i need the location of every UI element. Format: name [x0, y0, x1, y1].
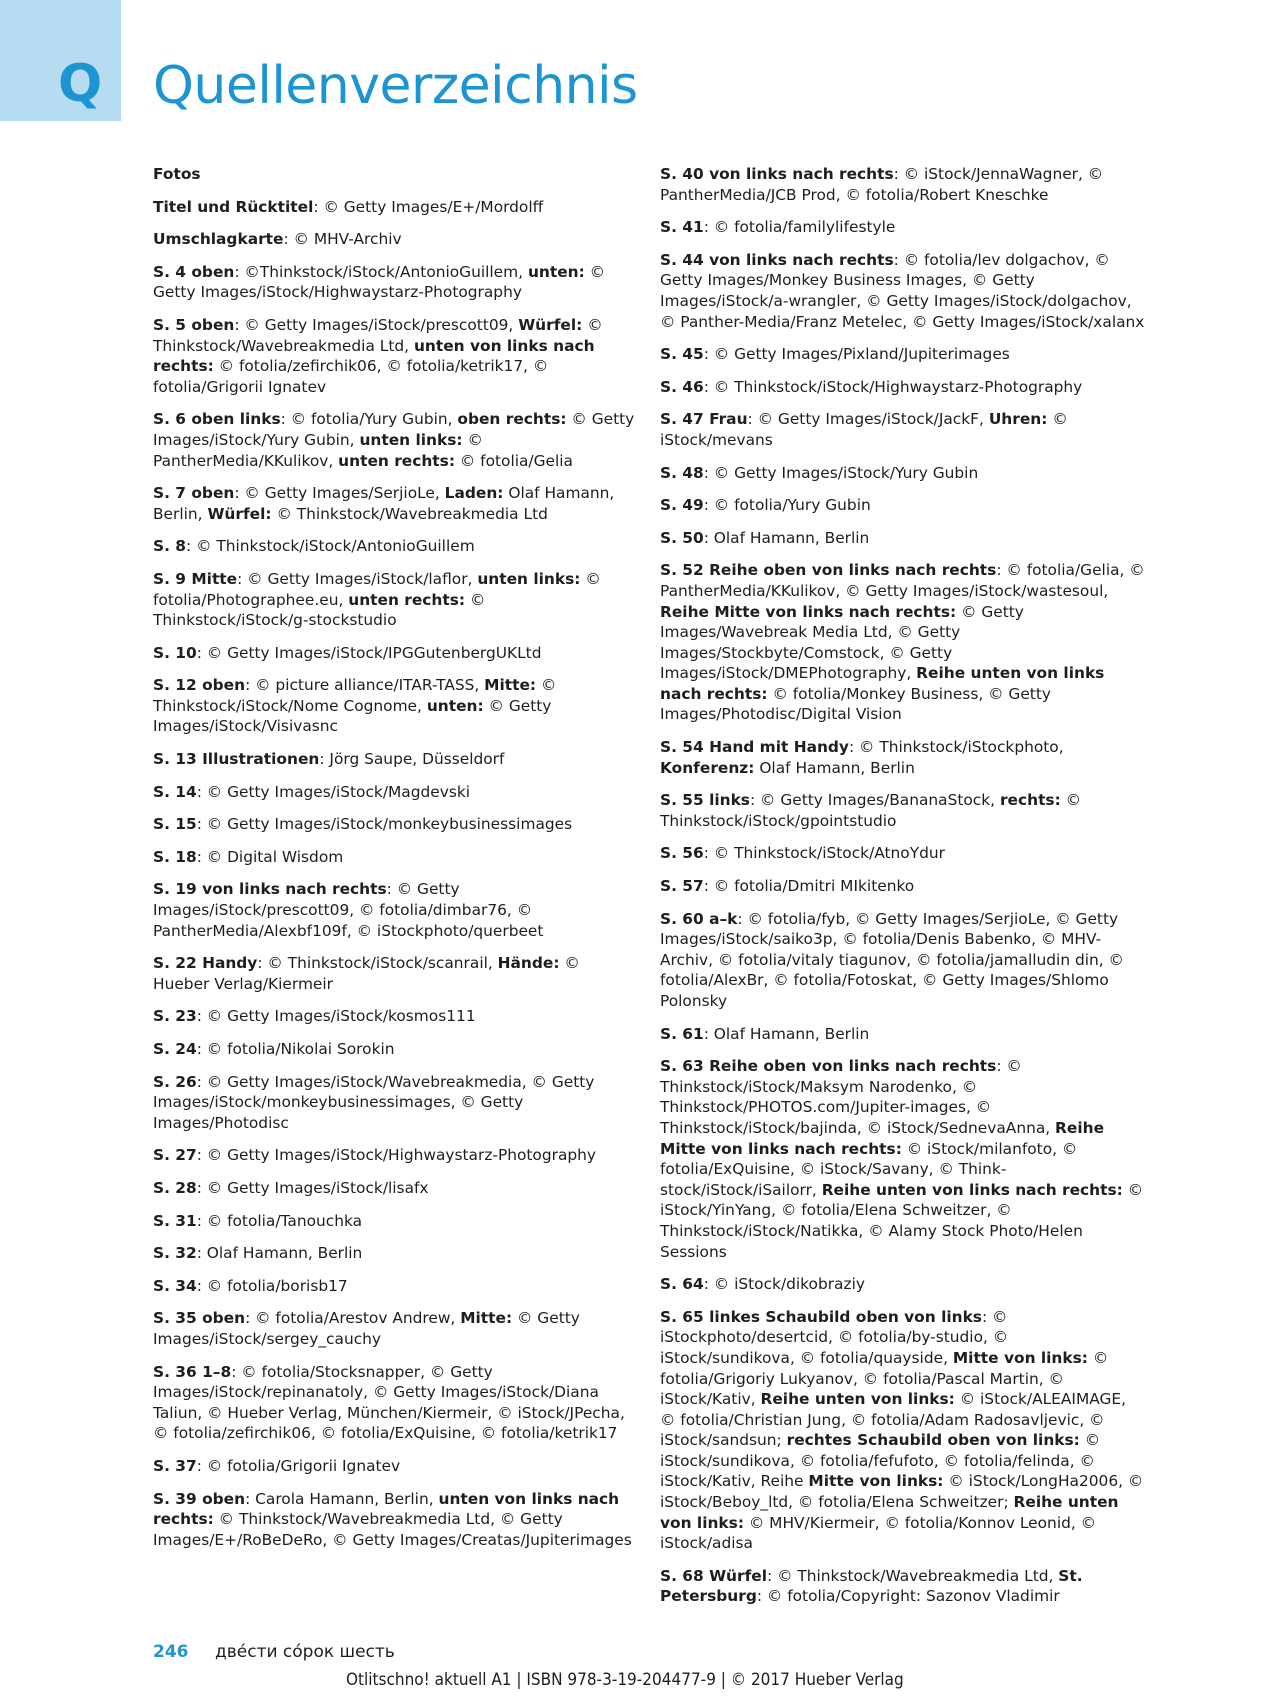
credit-text: : © Thinkstock/iStock/Highwaystarz-Photography [703, 377, 1083, 396]
credit-entry [153, 749, 635, 770]
credit-entry [660, 250, 1146, 332]
credit-label: Mitte: [460, 1309, 513, 1328]
credit-entry [153, 1211, 635, 1232]
credit-text: © Thinkstock/Wavebreakmedia Ltd [271, 504, 548, 523]
credit-label: Umschlagkarte [153, 230, 284, 249]
credit-text: : © Getty Images/iStock/prescott09, [234, 315, 519, 334]
credit-text: © Getty Images/iStock/Visivasnc [153, 696, 552, 736]
credit-text: : © Thinkstock/iStock/AntonioGuillem [186, 537, 475, 556]
credit-label: S. 61 [660, 1024, 704, 1043]
credit-entry [153, 1178, 635, 1199]
credit-entry [660, 1307, 1146, 1554]
credit-label: S. 5 oben [153, 315, 235, 334]
credit-label: S. 22 Handy [153, 954, 258, 973]
credit-entry [153, 229, 635, 250]
credit-text: : © Thinkstock/iStock/Maksym Narodenko, © Thinkstock/PHOTOS.com/Jupiter-images, © Thinkstock/iStock/bajinda, © iStock/SednevaAnna, [660, 1057, 1056, 1137]
credit-entry [153, 847, 635, 868]
credit-text: © iStock/mevans [660, 410, 1068, 449]
credit-label: S. 65 linkes Schaubild oben von links [660, 1307, 982, 1326]
credit-text: © iStock/ALEAIMAGE, © fotolia/Christian Jung, © fotolia/Adam Radosavljevic, © iStock/sandsun; [660, 1390, 1127, 1450]
credit-label: S. 14 [153, 782, 197, 801]
credit-label: Titel und Rücktitel [153, 197, 314, 216]
credit-text: © Thinkstock/iStock/g-stockstudio [153, 590, 486, 630]
credit-text: © Getty Images/iStock/Yury Gubin, [153, 410, 635, 449]
credit-text: : © Getty Images/iStock/laflor, [237, 569, 478, 588]
credit-entry [660, 217, 1146, 238]
credit-text: : © fotolia/fyb, © Getty Images/SerjioLe, © Getty Images/iStock/saiko3p, © fotolia/Denis Babenko, © MHV-Archiv, © fotolia/vitaly tiagunov, © fotolia/jamalludin din, © fotolia/AlexBr, © fotolia/Fotoskat, © Getty Images/Shlomo Polonsky [660, 909, 1124, 1010]
credit-label: S. 49 [660, 496, 704, 515]
credit-entry [153, 1072, 635, 1134]
credit-text: : © Getty Images/iStock/prescott09, © fotolia/dimbar76, © PantherMedia/Alexbf109f, © iStockphoto/querbeet [153, 880, 544, 940]
credit-entry [660, 377, 1146, 398]
credit-text: : © fotolia/Nikolai Sorokin [196, 1040, 395, 1058]
credit-entry [153, 879, 635, 941]
credit-label: S. 26 [153, 1072, 197, 1091]
credit-label: S. 18 [153, 847, 197, 866]
credit-label: Reihe Mitte von links nach rechts: [660, 602, 957, 621]
credit-entry [153, 1006, 635, 1027]
left-entry-list [153, 197, 635, 1551]
credit-text: : © fotolia/Gelia, © PantherMedia/KKulikov, © Getty Images/iStock/wastesoul, [660, 561, 1145, 600]
credit-label: oben rechts: [457, 410, 567, 429]
credit-text: : © picture alliance/ITAR-TASS, [245, 676, 485, 695]
credit-entry [153, 643, 635, 664]
credit-label: S. 6 oben links [153, 410, 281, 429]
credit-text: : Olaf Hamann, Berlin [703, 1024, 870, 1043]
credit-text: © Getty Images/Wavebreak Media Ltd, © Getty Images/Stockbyte/Comstock, © Getty Images/iStock/DMEPhotography, [660, 602, 1024, 683]
credit-label: Mitte von links: [952, 1348, 1088, 1367]
credit-entry [153, 569, 635, 631]
credit-text: : © fotolia/Copyright: Sazonov Vladimir [756, 1587, 1060, 1606]
credit-label: Reihe unten von links nach rechts: [821, 1180, 1123, 1199]
credit-entry [660, 495, 1146, 516]
section-heading: Fotos [153, 165, 201, 183]
credit-label: S. 44 von links nach rechts [660, 250, 894, 269]
credit-label: S. 45 [660, 345, 704, 364]
credit-entry [660, 843, 1146, 864]
credit-text: © iStock/milanfoto, © fotolia/ExQuisine, © iStock/Savany, © Think-stock/iStock/iSailorr, [660, 1139, 1078, 1199]
credit-label: unten von links nach rechts: [153, 336, 595, 376]
credit-text: © Thinkstock/Wavebreakmedia Ltd, [153, 315, 603, 355]
credit-label: S. 55 links [660, 791, 750, 810]
credit-text: © iStock/sundikova, © fotolia/fefufoto, © fotolia/felinda, © iStock/Kativ, Reihe [660, 1431, 1101, 1491]
credit-text: © fotolia/Gelia [454, 451, 573, 470]
credit-text: Olaf Hamann, Berlin, [153, 484, 615, 523]
credit-entry [660, 737, 1146, 778]
credit-entry [660, 876, 1146, 897]
credit-entry [660, 1056, 1146, 1262]
credit-text: © Thinkstock/iStock/Nome Cognome, [153, 676, 557, 715]
credit-label: Konferenz: [660, 758, 755, 777]
left-column [153, 164, 635, 1562]
credit-label: S. 28 [153, 1178, 197, 1197]
credit-label: S. 40 von links nach rechts [660, 165, 894, 183]
right-entry-list [660, 164, 1146, 1607]
credit-entry [153, 675, 635, 737]
page-number-words: две́сти со́рок шесть [215, 1642, 395, 1662]
credit-entry [660, 1024, 1146, 1045]
credit-text: : Jörg Saupe, Düsseldorf [319, 750, 505, 769]
credit-label: S. 47 Frau [660, 410, 748, 429]
credit-text: : ©Thinkstock/iStock/AntonioGuillem, [234, 262, 528, 281]
credit-text: : © fotolia/borisb17 [196, 1276, 348, 1295]
right-column [660, 164, 1146, 1619]
credit-entry [153, 262, 635, 303]
credit-text: : © fotolia/Yury Gubin, [280, 410, 458, 429]
credit-text: : © Thinkstock/Wavebreakmedia Ltd, [767, 1566, 1059, 1585]
credit-label: S. 50 [660, 528, 704, 547]
credit-label: unten von links nach rechts: [153, 1489, 620, 1529]
credit-label: Reihe Mitte von links nach rechts: [660, 1118, 1105, 1158]
credit-entry [153, 1308, 635, 1349]
credit-text: © MHV/Kiermeir, © fotolia/Konnov Leonid, © iStock/adisa [660, 1513, 1097, 1553]
page-title: Quellenverzeichnis [153, 56, 638, 116]
credit-entry [660, 344, 1146, 365]
credit-entry [153, 483, 635, 524]
credit-label: St. Petersburg [660, 1566, 1083, 1606]
credit-text: : © Getty Images/SerjioLe, [234, 484, 445, 503]
credit-label: Mitte von links: [808, 1472, 944, 1491]
credit-text: © fotolia/Monkey Business, © Getty Images/Photodisc/Digital Vision [660, 684, 1051, 724]
credit-label: unten links: [359, 430, 463, 449]
credit-text: : Olaf Hamann, Berlin [196, 1244, 363, 1263]
credit-text: : © fotolia/Grigorii Ignatev [196, 1456, 401, 1475]
credit-entry [153, 1456, 635, 1477]
credit-label: Reihe unten von links nach rechts: [660, 664, 1105, 703]
credit-label: unten rechts: [338, 451, 455, 470]
credit-entry [153, 315, 635, 397]
credit-entry [660, 1274, 1146, 1295]
credit-label: Reihe unten von links: [760, 1390, 955, 1409]
credit-entry [153, 1039, 635, 1060]
credit-text: : © fotolia/Dmitri MIkitenko [703, 877, 915, 896]
credit-text: : Olaf Hamann, Berlin [703, 528, 870, 547]
credit-label: rechts: [999, 791, 1061, 810]
credit-text: © iStock/YinYang, © fotolia/Elena Schweitzer, © Thinkstock/iStock/Natikka, © Alamy Stock Photo/Helen Sessions [660, 1180, 1144, 1261]
credit-text: : © iStock/JennaWagner, © PantherMedia/JCB Prod, © fotolia/Robert Kneschke [660, 165, 1104, 204]
credit-text: : © fotolia/Yury Gubin [703, 496, 871, 515]
credit-label: S. 35 oben [153, 1309, 246, 1328]
credit-label: Reihe unten von links: [660, 1493, 1119, 1532]
credit-entry [153, 782, 635, 803]
page-number: 246 [153, 1642, 189, 1662]
credit-label: Uhren: [988, 410, 1048, 429]
credit-text: : © Getty Images/iStock/lisafx [196, 1178, 429, 1197]
imprint: Otlitschno! aktuell A1 | ISBN 978-3-19-204477-9 | © 2017 Hueber Verlag [346, 1670, 904, 1690]
credit-text: : © Getty Images/iStock/monkeybusinessimages [196, 815, 573, 834]
credit-label: Würfel: [207, 504, 272, 523]
credit-entry [153, 1362, 635, 1444]
credit-label: S. 37 [153, 1456, 197, 1475]
credit-label: S. 8 [153, 537, 186, 556]
credit-entry [660, 164, 1146, 205]
credit-label: S. 7 oben [153, 484, 235, 503]
credit-label: S. 63 Reihe oben von links nach rechts [660, 1057, 997, 1076]
credit-text: © Thinkstock/iStock/gpointstudio [660, 791, 1082, 830]
credit-label: S. 23 [153, 1007, 197, 1026]
credit-entry [153, 1489, 635, 1551]
credit-text: : © Getty Images/iStock/Wavebreakmedia, © Getty Images/iStock/monkeybusinessimages, © Getty Images/Photodisc [153, 1072, 595, 1132]
credit-label: Hände: [497, 954, 560, 973]
credit-label: unten: [426, 696, 484, 715]
credit-text: : © Getty Images/iStock/IPGGutenbergUKLtd [196, 643, 542, 662]
credit-label: S. 36 1–8 [153, 1362, 232, 1381]
credit-text: © Getty Images/iStock/sergey_cauchy [153, 1309, 580, 1348]
credit-entry [660, 560, 1146, 725]
credit-text: : © iStockphoto/desertcid, © fotolia/by-studio, © iStock/sundikova, © fotolia/quayside, [660, 1307, 1009, 1367]
credit-entry [153, 1145, 635, 1166]
credit-label: unten links: [477, 569, 581, 588]
credit-text: : © Thinkstock/iStockphoto, [848, 738, 1064, 757]
credit-text: : © Getty Images/E+/Mordolff [313, 197, 544, 216]
credit-text: : © fotolia/Arestov Andrew, [245, 1309, 461, 1328]
credit-entry [153, 536, 635, 557]
credit-entry [153, 1243, 635, 1264]
credit-text: : © Getty Images/iStock/Yury Gubin [703, 463, 979, 482]
credit-label: S. 19 von links nach rechts [153, 880, 387, 899]
credit-label: Mitte: [484, 676, 537, 695]
credit-text: : © Getty Images/BananaStock, [749, 791, 1000, 810]
chapter-letter: Q [58, 54, 103, 114]
credit-label: S. 54 Hand mit Handy [660, 738, 849, 757]
credit-label: S. 48 [660, 463, 704, 482]
credit-label: S. 68 Würfel [660, 1566, 767, 1585]
credit-label: S. 10 [153, 643, 197, 662]
credit-text: © fotolia/Grigoriy Lukyanov, © fotolia/Pascal Martin, © iStock/Kativ, [660, 1348, 1109, 1409]
credit-text: © Hueber Verlag/Kiermeir [153, 954, 580, 993]
credit-text: : © Getty Images/iStock/Highwaystarz-Photography [196, 1146, 597, 1165]
credit-text: : © Getty Images/iStock/JackF, [747, 410, 989, 429]
credit-text: © iStock/LongHa2006, © iStock/Beboy_ltd, © fotolia/Elena Schweitzer; [660, 1472, 1144, 1512]
credit-text: : © iStock/dikobraziy [703, 1275, 865, 1294]
credit-entry [153, 953, 635, 994]
credit-text: : © Digital Wisdom [196, 847, 344, 866]
credit-label: S. 52 Reihe oben von links nach rechts [660, 561, 997, 580]
credit-entry [153, 814, 635, 835]
credit-label: S. 64 [660, 1275, 704, 1294]
credit-label: S. 57 [660, 877, 704, 896]
credit-label: S. 4 oben [153, 262, 235, 281]
credit-text: : © fotolia/familylifestyle [703, 218, 896, 237]
credit-label: S. 46 [660, 377, 704, 396]
credit-label: S. 60 a–k [660, 909, 738, 928]
credit-label: S. 32 [153, 1244, 197, 1263]
credit-entry [660, 463, 1146, 484]
credit-text: : © fotolia/Tanouchka [196, 1211, 363, 1230]
credit-label: S. 15 [153, 815, 197, 834]
credit-label: Würfel: [518, 315, 583, 334]
credit-text: : © fotolia/lev dolgachov, © Getty Images/Monkey Business Images, © Getty Images/iStock/a-wrangler, © Getty Images/iStock/dolgachov, © Panther-Media/Franz Metelec, © Getty Images/iStock/xalanx [660, 250, 1145, 331]
credit-text: : © Getty Images/Pixland/Jupiterimages [703, 345, 1010, 364]
credit-entry [153, 197, 635, 218]
credit-text: : © Thinkstock/iStock/scanrail, [257, 954, 498, 973]
credit-text: © fotolia/zefirchik06, © fotolia/ketrik17, © fotolia/Grigorii Ignatev [153, 357, 549, 396]
credit-label: S. 24 [153, 1040, 197, 1058]
credit-label: Laden: [444, 484, 504, 503]
credit-label: S. 39 oben [153, 1489, 246, 1508]
credit-label: S. 34 [153, 1276, 197, 1295]
credit-text: © Thinkstock/Wavebreakmedia Ltd, © Getty Images/E+/RoBeDeRo, © Getty Images/Creatas/Jupiterimages [153, 1510, 632, 1549]
credit-label: S. 56 [660, 844, 704, 863]
credit-label: S. 27 [153, 1146, 197, 1165]
credit-text: © fotolia/Photographee.eu, [153, 569, 601, 609]
credit-label: unten rechts: [348, 590, 466, 609]
credit-text: Olaf Hamann, Berlin [754, 758, 915, 777]
credit-entry [153, 1276, 635, 1297]
credit-label: unten: [527, 262, 585, 281]
credit-text: : © Getty Images/iStock/kosmos111 [196, 1007, 476, 1026]
credit-entry [660, 1566, 1146, 1607]
credit-label: S. 12 oben [153, 676, 246, 695]
credit-text: : © Thinkstock/iStock/AtnoYdur [703, 844, 945, 863]
credit-label: rechtes Schaubild oben von links: [786, 1431, 1080, 1450]
credit-text: © PantherMedia/KKulikov, [153, 430, 483, 470]
credit-label: S. 31 [153, 1211, 197, 1230]
credit-entry [660, 528, 1146, 549]
credit-text: : © MHV-Archiv [283, 230, 402, 249]
credit-text: : © fotolia/Stocksnapper, © Getty Images/iStock/repinanatoly, © Getty Images/iStock/Diana Taliun, © Hueber Verlag, München/Kiermeir, © iStock/JPecha, © fotolia/zefirchik06, © fotolia/ExQuisine, © fotolia/ketrik17 [153, 1362, 625, 1443]
credit-label: S. 9 Mitte [153, 569, 238, 588]
credit-entry [153, 409, 635, 471]
credit-label: S. 41 [660, 218, 704, 237]
credit-entry [660, 790, 1146, 831]
credit-entry [660, 409, 1146, 450]
credit-label: S. 13 Illustrationen [153, 750, 320, 769]
credit-text: : © Getty Images/iStock/Magdevski [196, 782, 471, 801]
credit-text: © Getty Images/iStock/Highwaystarz-Photography [153, 262, 606, 302]
credit-text: : Carola Hamann, Berlin, [245, 1489, 439, 1508]
credit-entry [660, 909, 1146, 1012]
